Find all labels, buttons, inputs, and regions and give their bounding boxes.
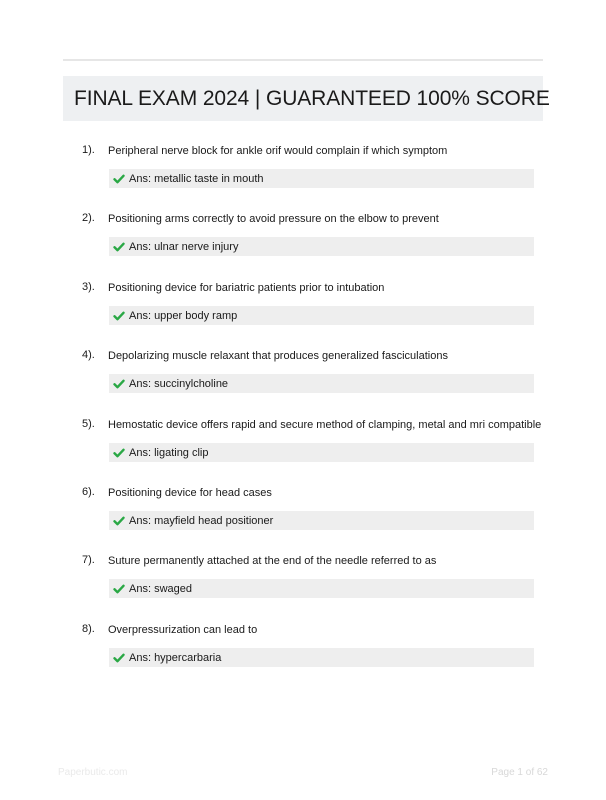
question-text: Positioning device for bariatric patients prior to intubation — [108, 282, 385, 294]
check-icon — [113, 583, 125, 595]
check-icon — [113, 447, 125, 459]
footer-watermark: Paperbutic.com — [58, 767, 128, 778]
answer-text: Ans: upper body ramp — [129, 309, 238, 322]
top-divider — [63, 59, 543, 61]
question-number: 1). — [82, 144, 95, 156]
page-title: FINAL EXAM 2024 | GUARANTEED 100% SCORE — [74, 86, 550, 110]
answer-text: Ans: swaged — [129, 582, 192, 595]
answer-box — [109, 237, 534, 256]
answer-box — [109, 374, 534, 393]
answer-text: Ans: hypercarbaria — [129, 651, 222, 664]
question-text: Peripheral nerve block for ankle orif would complain if which symptom — [108, 145, 448, 157]
question-text: Hemostatic device offers rapid and secure method of clamping, metal and mri compatible — [108, 419, 542, 431]
check-icon — [113, 241, 125, 253]
question-item — [0, 281, 606, 341]
check-icon — [113, 310, 125, 322]
question-item — [0, 349, 606, 409]
answer-box — [109, 648, 534, 667]
question-number: 5). — [82, 418, 95, 430]
question-number: 8). — [82, 623, 95, 635]
question-number: 3). — [82, 281, 95, 293]
title-banner — [63, 76, 550, 121]
question-item — [0, 418, 606, 478]
answer-text: Ans: succinylcholine — [129, 377, 229, 390]
question-text: Positioning arms correctly to avoid pressure on the elbow to prevent — [108, 213, 439, 225]
answer-box — [109, 306, 534, 325]
answer-box — [109, 579, 534, 598]
question-text: Overpressurization can lead to — [108, 624, 258, 636]
check-icon — [113, 652, 125, 664]
question-number: 4). — [82, 349, 95, 361]
question-text: Depolarizing muscle relaxant that produces generalized fasciculations — [108, 350, 448, 362]
question-number: 7). — [82, 554, 95, 566]
question-number: 2). — [82, 212, 95, 224]
question-item — [0, 486, 606, 546]
question-text: Suture permanently attached at the end of the needle referred to as — [108, 555, 437, 567]
check-icon — [113, 515, 125, 527]
answer-box — [109, 443, 534, 462]
question-item — [0, 623, 606, 683]
check-icon — [113, 378, 125, 390]
question-item — [0, 212, 606, 272]
answer-box — [109, 511, 534, 530]
page-number: Page 1 of 62 — [491, 767, 548, 778]
question-text: Positioning device for head cases — [108, 487, 272, 499]
check-icon — [113, 173, 125, 185]
answer-box — [109, 169, 534, 188]
answer-text: Ans: metallic taste in mouth — [129, 172, 264, 185]
answer-text: Ans: ulnar nerve injury — [129, 240, 239, 253]
answer-text: Ans: ligating clip — [129, 446, 209, 459]
question-number: 6). — [82, 486, 95, 498]
question-item — [0, 554, 606, 614]
answer-text: Ans: mayfield head positioner — [129, 514, 274, 527]
question-item — [0, 144, 606, 204]
